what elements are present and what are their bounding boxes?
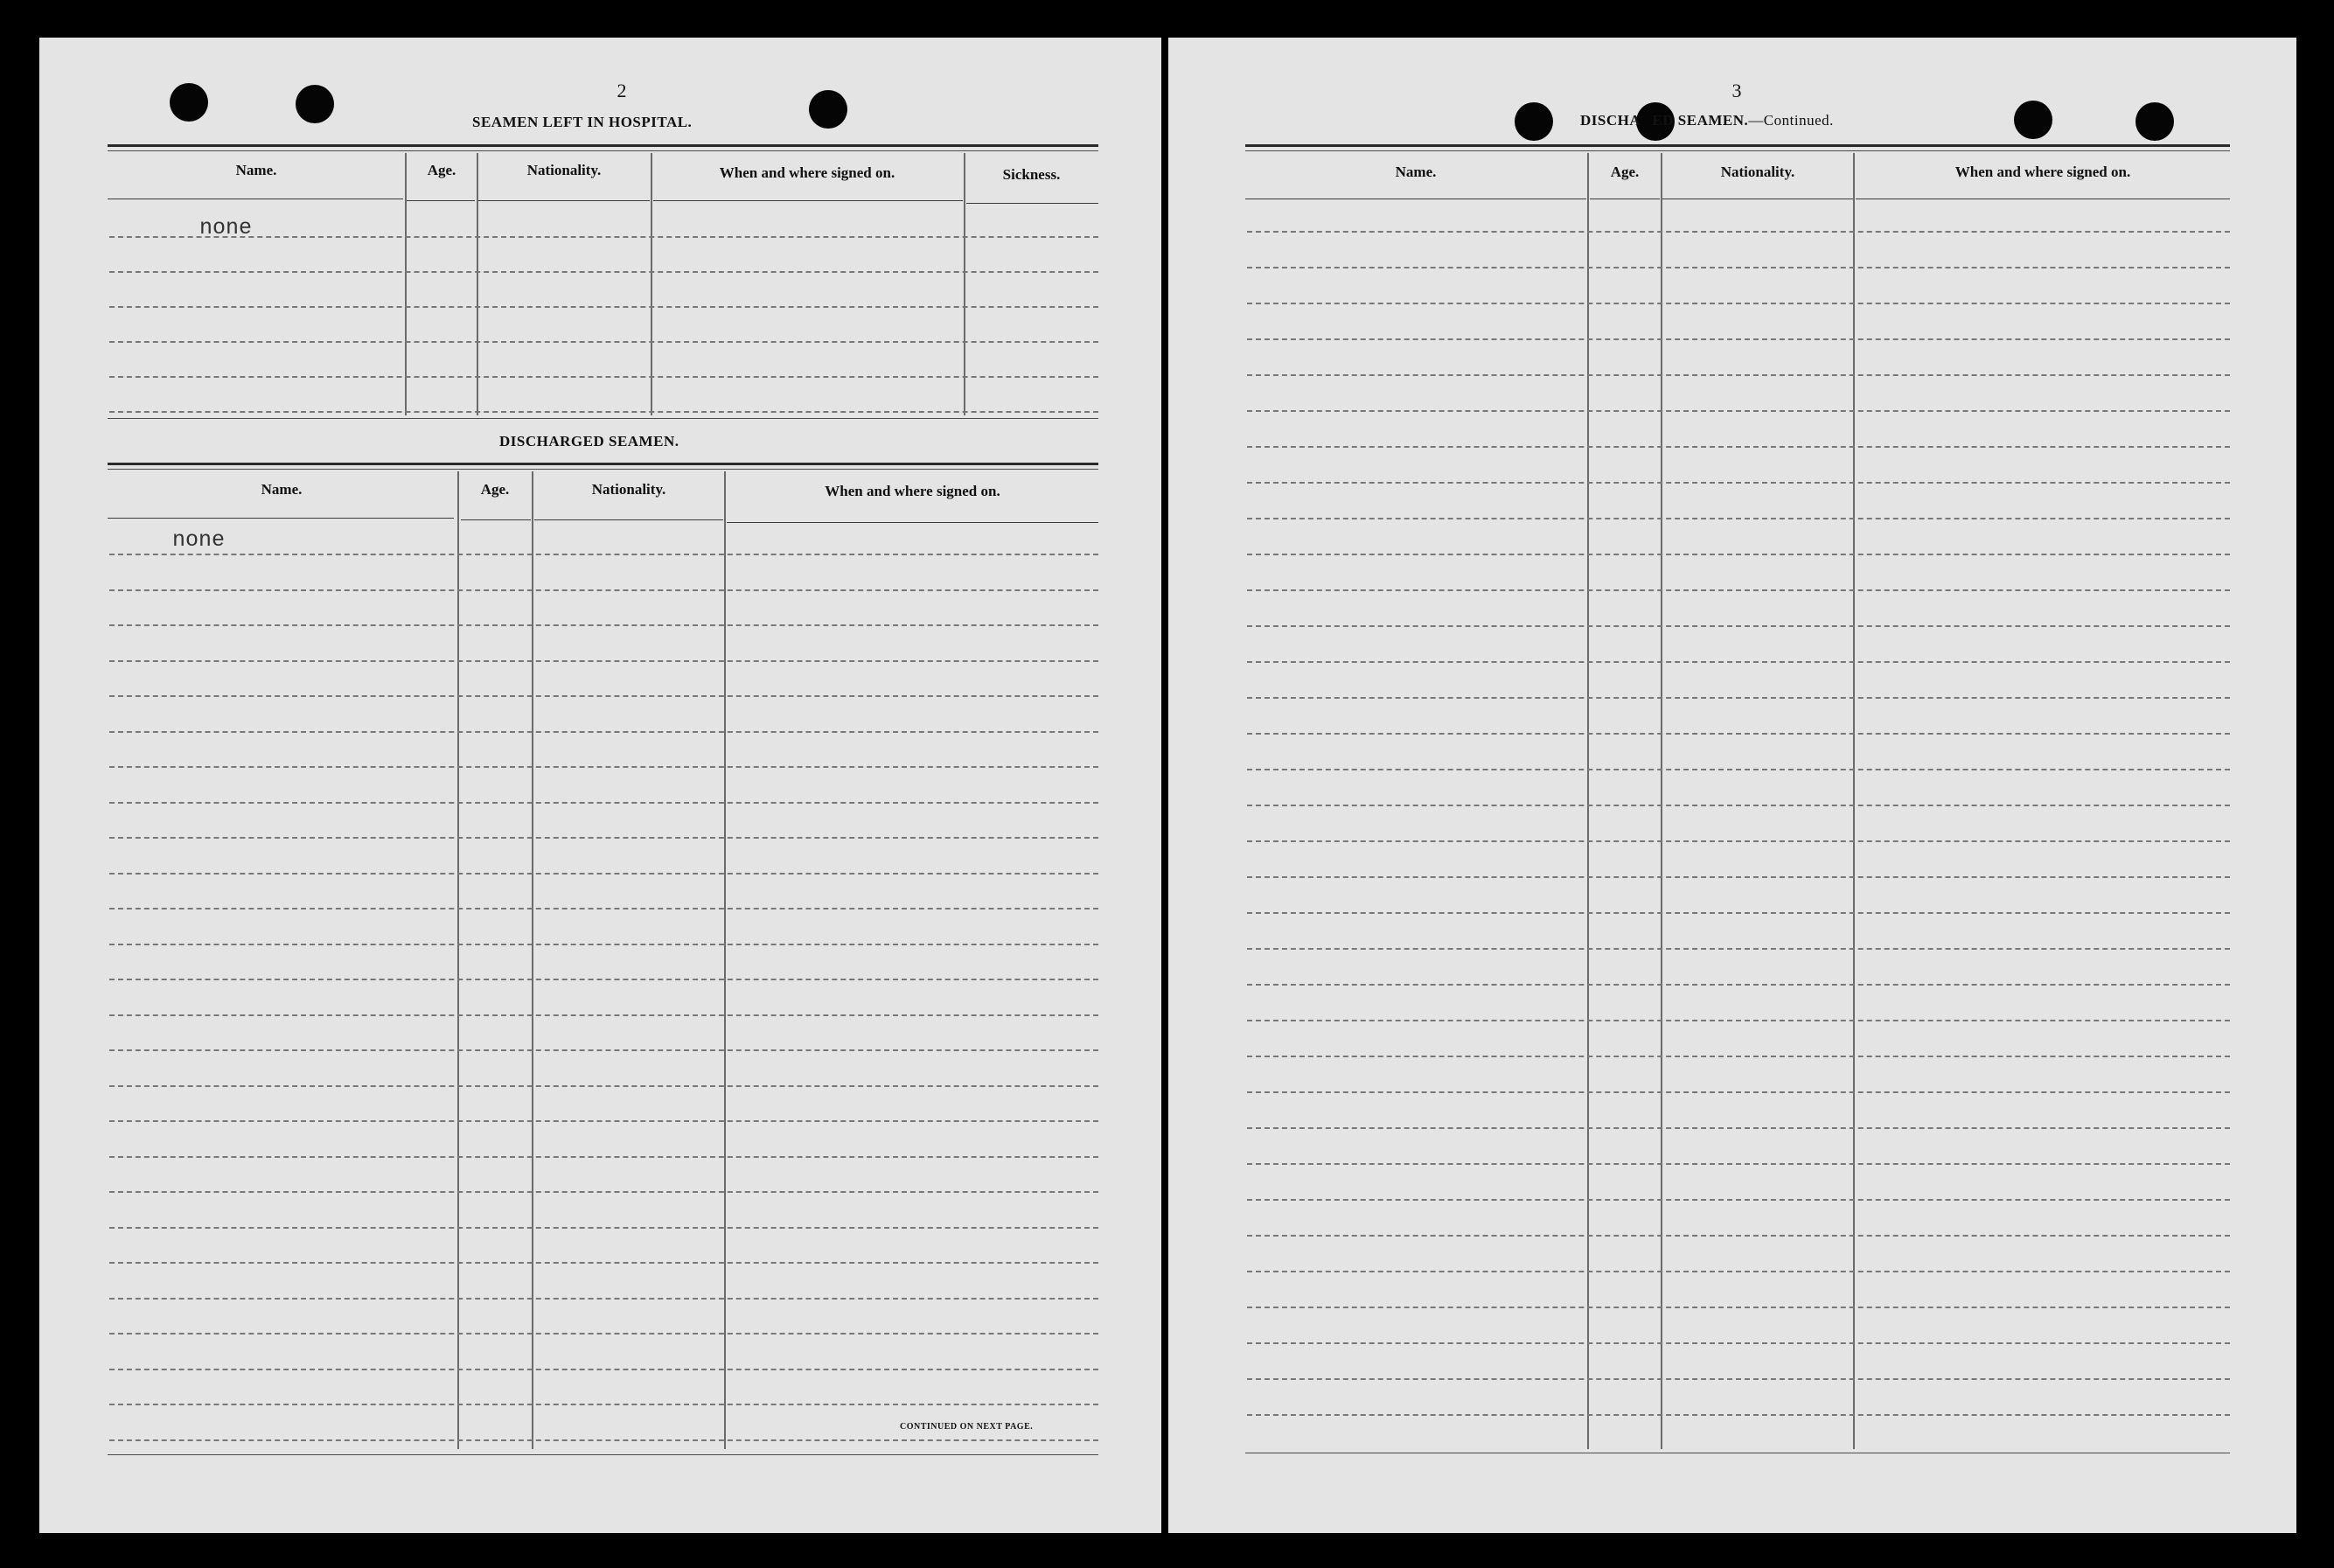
ruled-line: [109, 908, 1098, 909]
col-header-sickness: Sickness.: [1002, 166, 1061, 183]
ruled-line: [1247, 1056, 2230, 1057]
ruled-line: [109, 236, 1098, 238]
table-top-rule: [108, 463, 1098, 465]
ruled-line: [1247, 1342, 2230, 1344]
ruled-line: [1247, 554, 2230, 555]
col-header-signed-on: When and where signed on.: [825, 483, 1000, 499]
ruled-line: [1247, 1091, 2230, 1093]
ruled-line: [1247, 912, 2230, 914]
ruled-line: [109, 624, 1098, 626]
col-header-signed-on: When and where signed on.: [719, 164, 895, 181]
header-underline: [478, 200, 650, 201]
ruled-line: [1247, 984, 2230, 986]
ruled-line: [109, 731, 1098, 733]
ruled-line: [1247, 625, 2230, 627]
table-top-rule: [108, 144, 1098, 147]
ruled-line: [1247, 1127, 2230, 1129]
ruled-line: [1247, 1020, 2230, 1021]
ruled-line: [109, 376, 1098, 378]
ruled-line: [1247, 948, 2230, 950]
table-top-rule: [1245, 150, 2230, 151]
header-underline: [727, 522, 1098, 523]
col-header-age: Age.: [480, 481, 510, 498]
col-header-nationality: Nationality.: [591, 481, 666, 498]
col-header-age: Age.: [427, 162, 456, 178]
ruled-line: [109, 1156, 1098, 1158]
ruled-line: [109, 837, 1098, 839]
ruled-line: [109, 411, 1098, 413]
ruled-line: [1247, 840, 2230, 842]
punch-hole: [2135, 102, 2174, 141]
ruled-line: [1247, 805, 2230, 806]
column-divider: [724, 471, 726, 1449]
page-number: 3: [1731, 80, 1742, 101]
right-page: [1168, 38, 2296, 1533]
hospital-section-title: SEAMEN LEFT IN HOSPITAL.: [472, 114, 693, 130]
ruled-line: [1247, 518, 2230, 519]
ruled-line: [1247, 769, 2230, 770]
page-number: 2: [617, 80, 627, 101]
col-header-name: Name.: [261, 481, 303, 498]
ruled-line: [1247, 733, 2230, 735]
ruled-line: [109, 554, 1098, 555]
ruled-line: [1247, 1307, 2230, 1308]
ruled-line: [1247, 374, 2230, 376]
ruled-line: [109, 1049, 1098, 1051]
ruled-line: [109, 1439, 1098, 1441]
punch-hole: [809, 90, 847, 129]
col-header-nationality: Nationality.: [526, 162, 602, 178]
ruled-line: [1247, 338, 2230, 340]
ruled-line: [109, 341, 1098, 343]
ruled-line: [1247, 1235, 2230, 1237]
ruled-line: [109, 944, 1098, 945]
ruled-line: [109, 1014, 1098, 1016]
col-header-signed-on: When and where signed on.: [1954, 164, 2131, 180]
ruled-line: [109, 1404, 1098, 1405]
table-top-rule: [108, 150, 1098, 151]
punch-hole: [2014, 101, 2052, 139]
punch-hole: [296, 85, 334, 123]
col-header-age: Age.: [1610, 164, 1640, 180]
ruled-line: [1247, 589, 2230, 591]
col-header-name: Name.: [1395, 164, 1437, 180]
ruled-line: [1247, 482, 2230, 484]
ruled-line: [1247, 1414, 2230, 1416]
ruled-line: [109, 306, 1098, 308]
table-bottom-rule: [108, 1454, 1098, 1455]
column-divider: [532, 471, 533, 1449]
section-title-continued: —Continued.: [1748, 112, 1834, 129]
header-underline: [407, 200, 475, 201]
ruled-line: [1247, 1271, 2230, 1272]
ruled-line: [109, 766, 1098, 768]
ruled-line: [109, 1298, 1098, 1300]
punch-hole: [1515, 102, 1553, 141]
ruled-line: [109, 1227, 1098, 1229]
column-divider: [1587, 153, 1589, 1449]
discharged-entry: none: [172, 527, 226, 553]
column-divider: [1661, 153, 1662, 1449]
ruled-line: [1247, 231, 2230, 233]
column-divider: [1853, 153, 1855, 1449]
ruled-line: [1247, 303, 2230, 304]
table-bottom-rule: [108, 418, 1098, 419]
left-page: [39, 38, 1161, 1533]
column-divider: [457, 471, 459, 1449]
ruled-line: [109, 1333, 1098, 1335]
section-title-main: DISCHA ED SEAMEN.: [1580, 112, 1749, 129]
header-underline: [108, 518, 454, 519]
ruled-line: [109, 660, 1098, 662]
ruled-line: [1247, 410, 2230, 412]
header-underline: [534, 519, 723, 520]
ruled-line: [109, 1369, 1098, 1370]
continued-note: CONTINUED ON NEXT PAGE.: [900, 1422, 1034, 1432]
ruled-line: [109, 873, 1098, 875]
table-top-rule: [108, 469, 1098, 470]
table-top-rule: [1245, 144, 2230, 147]
ruled-line: [1247, 267, 2230, 268]
discharged-section-title: DISCHARGED SEAMEN.: [499, 433, 679, 449]
ruled-line: [1247, 876, 2230, 878]
header-underline: [966, 203, 1098, 204]
ruled-line: [1247, 1199, 2230, 1201]
header-underline: [653, 200, 963, 201]
ruled-line: [1247, 446, 2230, 448]
ruled-line: [109, 1085, 1098, 1087]
ruled-line: [1247, 661, 2230, 663]
header-underline: [461, 519, 531, 520]
ruled-line: [109, 979, 1098, 980]
ruled-line: [109, 1191, 1098, 1193]
ruled-line: [109, 802, 1098, 804]
ruled-line: [1247, 1378, 2230, 1380]
ruled-line: [109, 1262, 1098, 1264]
hospital-entry: none: [199, 215, 253, 240]
col-header-nationality: Nationality.: [1720, 164, 1795, 180]
col-header-name: Name.: [235, 162, 277, 178]
ruled-line: [1247, 697, 2230, 699]
ruled-line: [109, 1120, 1098, 1122]
section-title: [1580, 112, 1834, 129]
ruled-line: [109, 695, 1098, 697]
ruled-line: [109, 589, 1098, 591]
punch-hole: [170, 83, 208, 122]
ruled-line: [109, 271, 1098, 273]
ruled-line: [1247, 1163, 2230, 1165]
